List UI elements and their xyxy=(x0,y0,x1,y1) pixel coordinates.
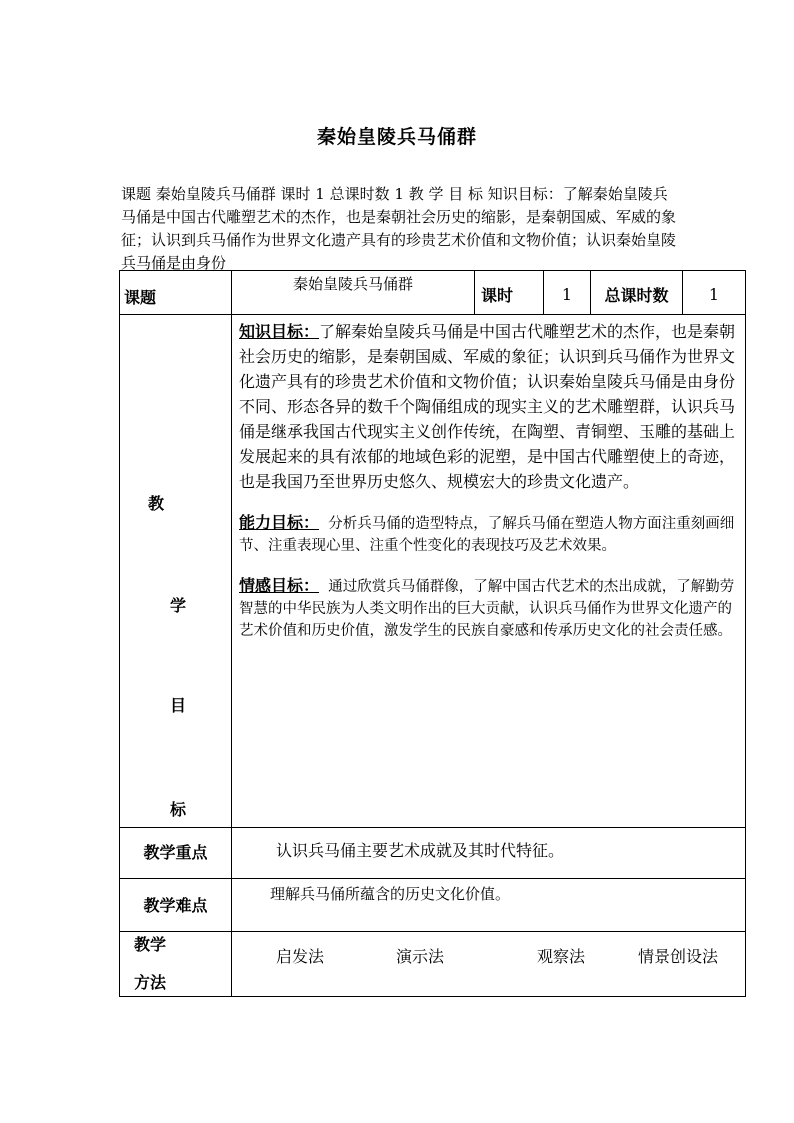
focus-value: 认识兵马俑主要艺术成就及其时代特征。 xyxy=(276,841,565,860)
emotion-goal-text: 通过欣赏兵马俑群像，了解中国古代艺术的杰出成就，了解勤劳智慧的中华民族为人类文明作出的巨大贡献，认识兵马俑作为世界文化遗产的艺术价值和历史价值，激发学生的民族自豪感和传承历史文化的社会责任感。 xyxy=(239,579,735,639)
topic-value: 秦始皇陵兵马俑群 xyxy=(292,275,413,293)
knowledge-goal-label: 知识目标： xyxy=(239,322,320,341)
methods-cell xyxy=(232,932,746,997)
ability-goal-label: 能力目标： xyxy=(239,513,320,532)
topic-label: 课题 xyxy=(124,288,157,307)
focus-label-cell xyxy=(120,828,232,879)
difficulty-row xyxy=(120,879,746,932)
goals-row xyxy=(120,315,746,828)
topic-value-cell xyxy=(232,271,475,315)
goals-label-char: 学 xyxy=(170,596,187,615)
emotion-goal xyxy=(239,575,741,642)
topic-row xyxy=(120,271,746,315)
topic-label-cell xyxy=(120,271,232,315)
method-item: 观察法 xyxy=(537,947,586,966)
ability-goal xyxy=(239,512,741,557)
total-label-cell xyxy=(591,271,683,315)
method-row xyxy=(120,932,746,997)
knowledge-goal xyxy=(239,319,741,494)
goals-label xyxy=(120,315,231,827)
goals-label-char: 教 xyxy=(148,494,165,513)
method-item: 情景创设法 xyxy=(638,947,719,966)
method-item: 启发法 xyxy=(276,947,325,966)
difficulty-label-cell xyxy=(120,879,232,932)
focus-row xyxy=(120,828,746,879)
method-label xyxy=(120,932,231,994)
focus-label: 教学重点 xyxy=(143,843,208,862)
method-label-line: 教学 xyxy=(134,935,167,954)
period-label: 课时 xyxy=(481,286,514,305)
lesson-plan-table xyxy=(119,270,746,997)
period-value: 1 xyxy=(561,285,573,304)
difficulty-label: 教学难点 xyxy=(143,896,208,915)
goals-content-cell xyxy=(232,315,746,828)
emotion-goal-label: 情感目标： xyxy=(239,576,320,595)
method-item: 演示法 xyxy=(396,947,445,966)
goals-content xyxy=(232,315,745,642)
difficulty-value: 理解兵马俑所蕴含的历史文化价值。 xyxy=(270,885,511,903)
knowledge-goal-text: 了解秦始皇陵兵马俑是中国古代雕塑艺术的杰作，也是秦朝社会历史的缩影，是秦朝国威、军威的象征；认识到兵马俑作为世界文化遗产具有的珍贵艺术价值和文物价值；认识秦始皇陵兵马俑是由身份不同、形态各异的数千个陶俑组成的现实主义的艺术雕塑群，认识兵马俑是继承我国古代现实主义创作传统，在陶塑、青铜塑、玉雕的基础上发展起来的具有浓郁的地域色彩的泥塑，是中国古代雕塑使上的奇迹，也是我国乃至世界历史悠久、规模宏大的珍贵文化遗产。 xyxy=(239,322,736,491)
method-label-cell xyxy=(120,932,232,997)
summary-paragraph: 课题 秦始皇陵兵马俑群 课时 1 总课时数 1 教 学 目 标 知识目标：了解秦始皇陵兵马俑是中国古代雕塑艺术的杰作，也是秦朝社会历史的缩影，是秦朝国威、军威的象征；认识到兵马俑作为世界文化遗产具有的珍贵艺术价值和文物价值；认识秦始皇陵兵马俑是由身份 xyxy=(121,185,677,272)
total-periods-value: 1 xyxy=(708,285,720,304)
total-periods-label: 总课时数 xyxy=(604,286,669,305)
period-label-cell xyxy=(475,271,544,315)
total-value-cell xyxy=(683,271,746,315)
ability-goal-text: 分析兵马俑的造型特点，了解兵马俑在塑造人物方面注重刻画细节、注重表现心里、注重个性变化的表现技巧及艺术效果。 xyxy=(239,516,735,554)
focus-value-cell xyxy=(232,828,746,879)
period-value-cell xyxy=(544,271,591,315)
methods-list xyxy=(232,932,745,996)
goals-label-char: 标 xyxy=(170,800,187,819)
method-label-line: 方法 xyxy=(134,973,167,992)
document-title: 秦始皇陵兵马俑群 xyxy=(316,126,477,148)
difficulty-value-cell xyxy=(232,879,746,932)
goals-label-char: 目 xyxy=(170,696,187,715)
goals-label-cell xyxy=(120,315,232,828)
